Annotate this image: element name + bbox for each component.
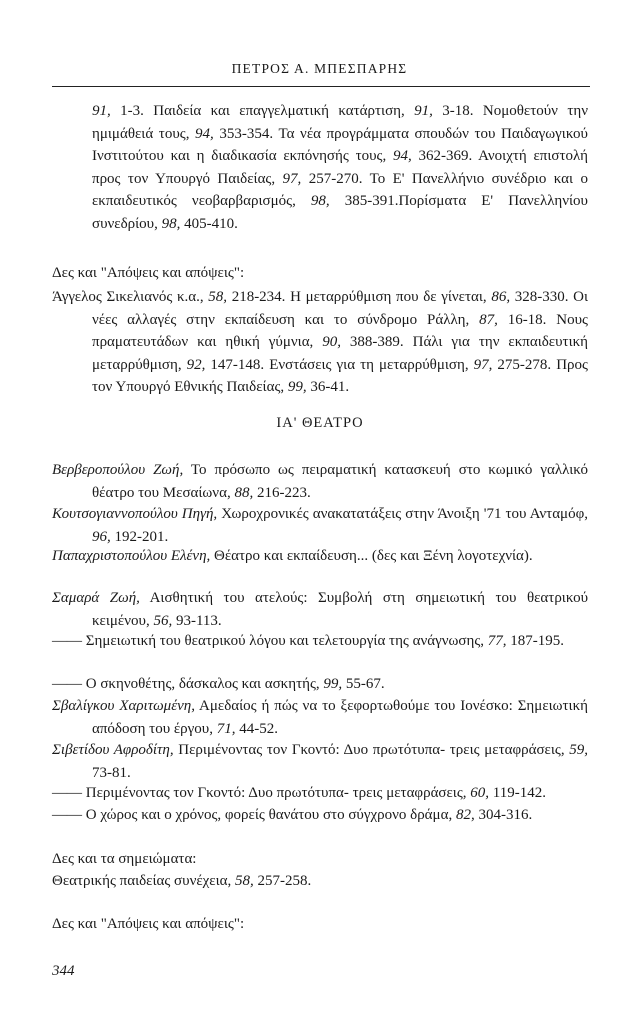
italic-segment: 88, — [234, 484, 254, 501]
text-segment: —— Περιμένοντας τον Γκοντό: Δυο πρωτότυπα- τρεις μεταφράσεις, — [52, 785, 471, 801]
text-segment: —— Ο σκηνοθέτης, δάσκαλος και ασκητής, — [52, 676, 324, 692]
text-segment: 218-234. Η μεταρρύθμιση που δε γίνεται, — [227, 289, 492, 305]
italic-segment: Σαμαρά Ζωή, — [52, 590, 140, 606]
italic-segment: Σβαλίγκου Χαριτωμένη, — [52, 698, 195, 714]
italic-segment: 86, — [491, 289, 511, 305]
bibliography-entry — [52, 739, 588, 784]
italic-segment: 90, — [322, 334, 341, 351]
text-segment: 3-18. Νομοθετούν την ημιμάθειά τους, — [92, 103, 588, 142]
page-number: 344 — [52, 963, 75, 979]
notes-entry — [52, 871, 311, 891]
text-segment: Θεατρικής παιδείας συνέχεια, — [52, 873, 235, 889]
italic-segment: Παπαχριστοπούλου Ελένη, — [52, 548, 211, 564]
bibliography-entry — [52, 587, 588, 632]
text-segment: 192-201. — [110, 528, 169, 545]
text-segment: 1-3. Παιδεία και επαγγελματική κατάρτιση, — [110, 103, 415, 119]
italic-segment: 71, — [216, 720, 236, 737]
text-segment: 405-410. — [180, 215, 238, 232]
see-also-label: Δες και "Απόψεις και απόψεις": — [52, 916, 245, 932]
text-segment: 44-52. — [235, 720, 278, 737]
italic-segment: 56, — [153, 612, 173, 629]
text-segment: Άγγελος Σικελιανός κ.α., — [52, 289, 209, 305]
italic-segment: 82, — [455, 807, 475, 823]
bibliography-entry — [52, 459, 588, 504]
notes-label: Δες και τα σημειώματα: — [52, 851, 197, 867]
text-segment: —— Σημειωτική του θεατρικού λόγου και τελετουργία της ανάγνωσης, — [52, 633, 488, 649]
italic-segment: 97, — [282, 170, 302, 187]
text-segment: 257-258. — [253, 873, 312, 889]
text-segment: 93-113. — [172, 612, 222, 629]
italic-segment: 59, — [569, 742, 588, 758]
running-head: ΠΕΤΡΟΣ Α. ΜΠΕΣΠΑΡΗΣ — [231, 61, 408, 76]
text-segment: 328-330. Οι νέες αλλαγές στην εκπαίδευση και το σύνδρομο Ράλλη, — [92, 289, 588, 328]
italic-segment: 91, — [92, 103, 111, 119]
italic-segment: 60, — [470, 785, 490, 801]
text-segment: Το πρόσωπο ως πειραματική κατασκευή στο κωμικό γαλλικό θέατρο του Μεσαίωνα, — [92, 462, 588, 501]
italic-segment: 58, — [208, 289, 228, 305]
text-segment: 216-223. — [253, 484, 311, 501]
header-rule — [52, 86, 590, 87]
section-title: ΙΑ' ΘΕΑΤΡΟ — [276, 415, 364, 431]
text-segment: 36-41. — [306, 379, 350, 396]
text-segment: —— Ο χώρος και ο χρόνος, φορείς θανάτου στο σύγχρονο δράμα, — [52, 807, 456, 823]
italic-segment: 77, — [487, 633, 507, 649]
italic-segment: 87, — [479, 311, 498, 328]
bibliography-entry — [52, 673, 588, 696]
italic-segment: 99, — [287, 379, 307, 396]
italic-segment: Κουτσογιαννοπούλου Πηγή, — [52, 506, 218, 522]
text-segment: Περιμένοντας τον Γκοντό: Δυο πρωτότυπα- τρεις μεταφράσεις, — [173, 742, 570, 758]
italic-segment: 96, — [92, 528, 111, 545]
bibliography-entry — [52, 630, 588, 653]
italic-segment: 98, — [310, 193, 330, 210]
see-also-label: Δες και "Απόψεις και απόψεις": — [52, 265, 245, 281]
bibliography-entry — [52, 503, 588, 548]
text-segment: 353-354. Τα νέα προγράμματα σπουδών του Παιδαγωγικού Ινστιτούτου και η διαδικασία εκπόνησής τους, — [92, 125, 588, 165]
italic-segment: 94, — [392, 148, 412, 165]
text-segment: Χωροχρονικές ανακατατάξεις στην Άνοιξη '71 του Ανταμόφ, — [217, 506, 588, 522]
text-segment: 275-278. Προς τον Υπουργό Εθνικής Παιδείας, — [92, 356, 588, 396]
text-segment: 187-195. — [506, 633, 565, 649]
italic-segment: 94, — [195, 125, 214, 142]
italic-segment: 92, — [186, 356, 206, 373]
continuation-paragraph — [92, 100, 588, 236]
italic-segment: 98, — [161, 215, 181, 232]
italic-segment: Σιβετίδου Αφροδίτη, — [52, 742, 174, 758]
italic-segment: Βερβεροπούλου Ζωή, — [52, 462, 184, 478]
text-segment: 388-389. Πάλι για την εκπαιδευτική μεταρρύθμιση, — [92, 334, 589, 373]
text-segment: 147-148. Ενστάσεις για τη μεταρρύθμιση, — [205, 356, 474, 373]
italic-segment: 91, — [414, 103, 433, 119]
text-segment: Θέατρο και εκπαίδευση... (δες και Ξένη λογοτεχνία). — [210, 548, 533, 564]
text-segment: 73-81. — [92, 764, 131, 781]
bibliography-entry — [52, 804, 588, 827]
see-also-entry — [52, 286, 588, 399]
italic-segment: 58, — [235, 873, 254, 889]
text-segment: 257-270. Το Ε' Πανελλήνιο συνέδριο και ο εκπαιδευτικός νεοβαρβαρισμός, — [92, 170, 588, 210]
text-segment: 304-316. — [474, 807, 533, 823]
italic-segment: 99, — [323, 676, 343, 692]
text-segment: Αισθητική του ατελούς: Συμβολή στη σημειωτική του θεατρικού κειμένου, — [92, 590, 588, 629]
text-segment: Αμεδαίος ή πώς να το ξεφορτωθούμε του Ιονέσκο: Σημειωτική απόδοση του έργου, — [92, 698, 588, 737]
text-segment: 385-391.Πορίσματα Ε' Πανελληνίου συνεδρίου, — [92, 193, 588, 232]
bibliography-entry — [52, 782, 588, 805]
bibliography-entry — [52, 695, 588, 740]
text-segment: 55-67. — [342, 676, 385, 692]
text-segment: 16-18. Νους πραματευτάδων και ηθική γύμνια, — [92, 311, 588, 351]
italic-segment: 97, — [473, 356, 493, 373]
bibliography-entry — [52, 545, 588, 568]
text-segment: 362-369. Ανοιχτή επιστολή προς τον Υπουργό Παιδείας, — [92, 148, 588, 187]
text-segment: 119-142. — [489, 785, 546, 801]
